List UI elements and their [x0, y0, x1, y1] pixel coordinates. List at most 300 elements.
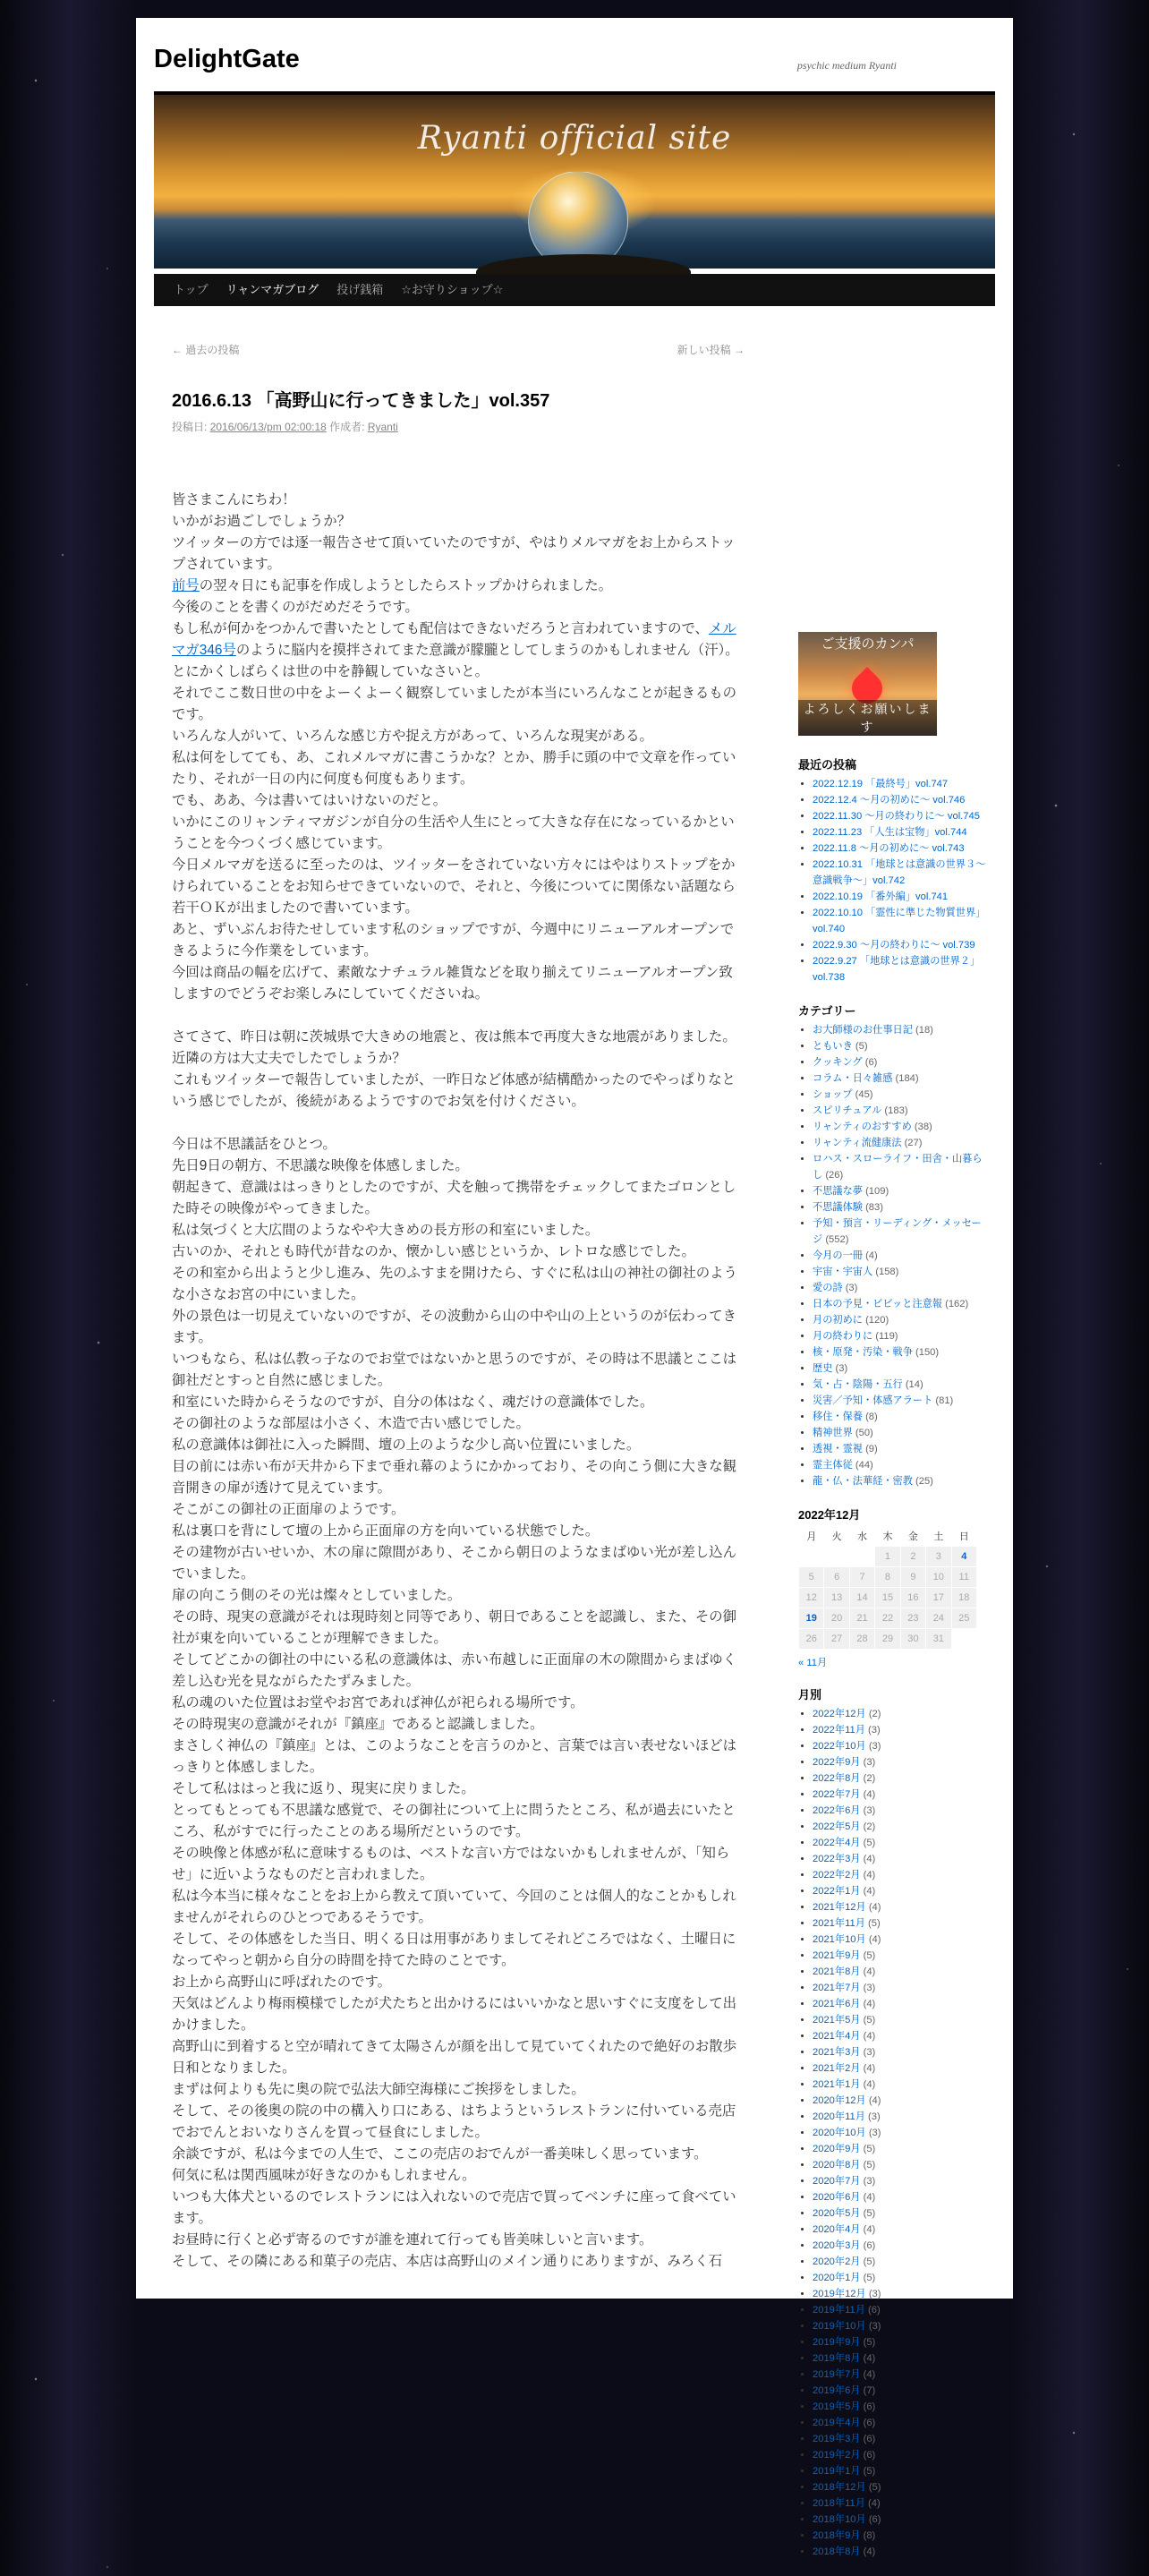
post-paragraph: [172, 618, 745, 661]
category-link[interactable]: ロハス・スローライフ・田舎・山暮らし: [813, 1154, 983, 1181]
archive-item: [813, 2350, 986, 2367]
calendar-day: 11: [951, 1567, 976, 1588]
calendar-day: 13: [824, 1588, 849, 1608]
post-content-column: [172, 342, 745, 2273]
inline-post-link[interactable]: 前号: [172, 578, 200, 593]
archive-item: [813, 2431, 986, 2447]
archive-link[interactable]: 2020年9月: [813, 2144, 861, 2154]
item-count: (5): [868, 1918, 881, 1929]
item-count: (162): [945, 1299, 969, 1309]
archive-item: [813, 1932, 986, 1948]
archive-link[interactable]: 2019年11月: [813, 2305, 865, 2316]
category-link[interactable]: 透視・霊視: [813, 1444, 863, 1454]
calendar-day: 2: [900, 1547, 925, 1567]
paragraph-spacer: [172, 1005, 745, 1027]
site-description: psychic medium Ryanti: [796, 59, 897, 72]
post-author-link[interactable]: Ryanti: [367, 421, 398, 433]
item-count: (4): [863, 1870, 876, 1881]
item-count: (3): [868, 2128, 881, 2138]
calendar-week-row: [799, 1567, 977, 1588]
item-count: (6): [868, 2305, 881, 2316]
item-count: (3): [868, 2289, 881, 2299]
item-count: (5): [855, 1041, 868, 1052]
post-paragraph: そして私ははっと我に返り、現実に戻りました。: [172, 1781, 475, 1796]
recent-post-link[interactable]: 2022.9.30 ～月の終わりに～ vol.739: [813, 940, 975, 951]
recent-post-link[interactable]: 2022.11.30 ～月の終わりに～ vol.745: [813, 811, 980, 822]
calendar-day: 31: [926, 1629, 951, 1650]
site-title[interactable]: DelightGate: [154, 45, 300, 73]
item-count: (4): [863, 2063, 876, 2074]
archive-link[interactable]: 2019年6月: [813, 2385, 861, 2396]
archive-link[interactable]: 2020年12月: [813, 2095, 866, 2106]
category-link[interactable]: 核・原発・汚染・戦争: [813, 1347, 913, 1358]
archive-link[interactable]: 2022年4月: [813, 1838, 861, 1848]
item-count: (552): [825, 1234, 849, 1245]
item-count: (184): [895, 1073, 919, 1084]
archive-item: [813, 1883, 986, 1899]
archive-link[interactable]: 2022年10月: [813, 1741, 866, 1752]
archive-item: [813, 2012, 986, 2028]
post-paragraph: その和室から出ようと少し進み、先のふすまを開けたら、すぐに私は山の神社の御社のような小さなお宮の中にいました。: [172, 1266, 737, 1302]
archive-link[interactable]: 2020年10月: [813, 2128, 866, 2138]
post-paragraph: これもツイッターで報告していましたが、一昨日など体感が結構酷かったのでやっぱりなという感じでしたが、後続があるようですのでお気を付けください。: [172, 1072, 736, 1109]
recent-post-link[interactable]: 2022.10.31 「地球とは意識の世界３～意識戦争～」vol.742: [813, 859, 986, 886]
archive-item: [813, 2173, 986, 2189]
archive-link[interactable]: 2022年1月: [813, 1886, 861, 1897]
archive-item: [813, 2318, 986, 2334]
category-link[interactable]: 不思議な夢: [813, 1186, 863, 1197]
archive-item: [813, 2367, 986, 2383]
archive-item: [813, 2254, 986, 2270]
item-count: (27): [904, 1138, 923, 1148]
category-item: [813, 1425, 986, 1441]
nav-item[interactable]: ☆お守りショップ☆: [401, 283, 504, 296]
calendar-day: 10: [926, 1567, 951, 1588]
archive-link[interactable]: 2018年10月: [813, 2514, 866, 2525]
archive-link[interactable]: 2020年8月: [813, 2160, 861, 2171]
calendar-empty-day: [951, 1629, 976, 1650]
paragraph-text: の翌々日にも記事を作成しようとしたらストップかけられました。: [199, 578, 613, 593]
recent-post-item: [813, 937, 986, 953]
item-count: (4): [863, 1999, 876, 2009]
recent-posts-list: [798, 776, 986, 985]
archive-link[interactable]: 2019年2月: [813, 2450, 861, 2461]
calendar-weekday: 土: [933, 1531, 944, 1542]
recent-post-link[interactable]: 2022.12.4 ～月の初めに～ vol.746: [813, 795, 966, 806]
category-link[interactable]: 今月の一冊: [813, 1250, 863, 1261]
post-paragraph: 和室にいた時からそうなのですが、自分の体はなく、魂だけの意識体でした。: [172, 1395, 654, 1410]
archive-link[interactable]: 2020年3月: [813, 2240, 861, 2251]
calendar-day[interactable]: 4: [951, 1547, 976, 1567]
next-post-link[interactable]: 新しい投稿 →: [677, 344, 745, 356]
item-count: (6): [863, 2450, 876, 2461]
category-item: [813, 1344, 986, 1361]
calendar-day: 8: [875, 1567, 900, 1588]
archive-link[interactable]: 2022年3月: [813, 1854, 861, 1864]
item-count: (3): [863, 1757, 876, 1768]
post-paragraph: ツイッターの方では逐一報告させて頂いていたのですが、やはりメルマガをお上からストップされています。: [172, 535, 736, 572]
item-count: (3): [835, 1363, 848, 1374]
category-item: [813, 1022, 986, 1038]
item-count: (4): [863, 2031, 876, 2042]
item-count: (158): [875, 1267, 899, 1277]
archive-link[interactable]: 2022年7月: [813, 1789, 861, 1800]
item-count: (3): [845, 1283, 858, 1293]
post-paragraph: いかにこのリャンティマガジンが自分の生活や人生にとって大きな存在になっているかということを今つくづく感じています。: [172, 815, 735, 851]
archive-link[interactable]: 2022年8月: [813, 1773, 861, 1784]
item-count: (6): [863, 2418, 876, 2428]
category-link[interactable]: 日本の予見・ビビッと注意報: [813, 1299, 942, 1309]
archive-item: [813, 1706, 986, 1722]
nav-item[interactable]: 投げ銭箱: [336, 283, 384, 296]
archive-item: [813, 1980, 986, 1996]
category-item: [813, 1264, 986, 1280]
donation-banner[interactable]: [798, 632, 937, 736]
archive-link[interactable]: 2022年2月: [813, 1870, 861, 1881]
archive-link[interactable]: 2021年2月: [813, 2063, 861, 2074]
calendar-weekday: 日: [958, 1531, 969, 1542]
calendar-day: 26: [799, 1629, 824, 1650]
paragraph-spacer: [172, 1113, 745, 1134]
archive-link[interactable]: 2019年8月: [813, 2353, 861, 2364]
recent-post-link[interactable]: 2022.11.23 「人生は宝物」vol.744: [813, 827, 967, 838]
item-count: (3): [863, 2047, 876, 2058]
calendar-week-row: [799, 1629, 977, 1650]
recent-post-link[interactable]: 2022.10.10 「霊性に準じた物質世界」vol.740: [813, 908, 986, 934]
post-date-link[interactable]: 2016/06/13/pm 02:00:18: [209, 421, 327, 433]
post-paragraph: そして、その後奥の院の中の構入り口にある、はちようというレストランに付いている売店でおでんとおいなりさんを買って昼食にしました。: [172, 2103, 736, 2140]
category-link[interactable]: 歴史: [813, 1363, 833, 1374]
archive-link[interactable]: 2021年12月: [813, 1902, 866, 1913]
archive-item: [813, 1803, 986, 1819]
archive-link[interactable]: 2021年3月: [813, 2047, 861, 2058]
category-item: [813, 1296, 986, 1312]
calendar-day: 6: [824, 1567, 849, 1588]
archive-link[interactable]: 2019年5月: [813, 2401, 861, 2412]
archives-title: 月別: [798, 1688, 822, 1702]
archive-item: [813, 2222, 986, 2238]
archive-link[interactable]: 2019年3月: [813, 2434, 861, 2444]
post-paragraph: 余談ですが、私は今までの人生で、ここの売店のおでんが一番美味しく思っています。: [172, 2146, 708, 2162]
calendar-empty-day: [799, 1547, 824, 1567]
recent-post-link[interactable]: 2022.9.27 「地球とは意識の世界２」 vol.738: [813, 956, 981, 983]
post-paragraph: 私は裏口を背にして壇の上から正面扉の方を向いている状態でした。: [172, 1523, 600, 1539]
calendar-day: 14: [849, 1588, 874, 1608]
category-link[interactable]: 霊主体従: [813, 1460, 853, 1471]
archive-item: [813, 2157, 986, 2173]
category-item: [813, 1135, 986, 1151]
site-header: [136, 18, 1013, 306]
category-item: [813, 1280, 986, 1296]
item-count: (109): [865, 1186, 889, 1197]
category-item: [813, 1103, 986, 1119]
archive-item: [813, 1770, 986, 1787]
item-count: (45): [855, 1089, 873, 1100]
category-item: [813, 1409, 986, 1425]
item-count: (7): [863, 2385, 876, 2396]
nav-item[interactable]: リャンマガブログ: [226, 283, 319, 296]
post-paragraph: その御社のような部屋は小さく、木造で古い感じでした。: [172, 1416, 530, 1431]
calendar-day: 27: [824, 1629, 849, 1650]
item-count: (4): [863, 2079, 876, 2090]
archive-link[interactable]: 2022年6月: [813, 1805, 861, 1816]
post-paragraph: 今日メルマガを送るに至ったのは、ツイッターをされていない方々にはやはりストップをかけられていることをお知らせできていないので、それと、今後についてに関係ない話題なら若干ＯＫが出ましたので書いています。: [172, 857, 736, 916]
category-item: [813, 1361, 986, 1377]
nav-menu: [154, 274, 995, 306]
archive-link[interactable]: 2019年4月: [813, 2418, 861, 2428]
post-meta: [172, 419, 745, 434]
item-count: (3): [863, 1805, 876, 1816]
item-count: (4): [863, 2192, 876, 2203]
calendar-day: 20: [824, 1608, 849, 1629]
archive-link[interactable]: 2018年8月: [813, 2546, 861, 2557]
archive-link[interactable]: 2020年4月: [813, 2224, 861, 2235]
category-link[interactable]: 愛の詩: [813, 1283, 843, 1293]
item-count: (5): [863, 2160, 876, 2171]
recent-post-link[interactable]: 2022.10.19 「番外編」vol.741: [813, 891, 949, 902]
item-count: (44): [855, 1460, 873, 1471]
archive-link[interactable]: 2020年11月: [813, 2111, 865, 2122]
archive-link[interactable]: 2021年5月: [813, 2015, 861, 2026]
item-count: (4): [863, 2546, 876, 2557]
calendar-day[interactable]: 19: [799, 1608, 824, 1629]
calendar-week-row: [799, 1588, 977, 1608]
item-count: (4): [863, 1966, 876, 1977]
calendar-day: 23: [900, 1608, 925, 1629]
category-item: [813, 1038, 986, 1054]
categories-list: [798, 1022, 986, 1489]
post-paragraph: お昼時に行くと必ず寄るのですが誰を連れて行っても皆美味しいと言います。: [172, 2232, 653, 2248]
item-count: (6): [863, 2401, 876, 2412]
archive-link[interactable]: 2020年6月: [813, 2192, 861, 2203]
post-paragraph: でも、ああ、今は書いてはいけないのだと。: [172, 793, 447, 808]
archive-item: [813, 2060, 986, 2077]
archive-item: [813, 2463, 986, 2479]
donation-banner-caption: よろしくお願いします: [798, 700, 937, 736]
archive-item: [813, 1787, 986, 1803]
post-body: [172, 490, 745, 2273]
item-count: (9): [865, 1444, 878, 1454]
archive-item: [813, 2334, 986, 2350]
post-paragraph: その時、現実の意識がそれは現時刻と同等であり、朝日であることを認識し、また、その御社が東を向いていることが理解できました。: [172, 1609, 737, 1646]
item-count: (38): [914, 1122, 932, 1132]
archive-link[interactable]: 2021年8月: [813, 1966, 861, 1977]
archive-link[interactable]: 2022年12月: [813, 1709, 866, 1719]
calendar-table: [798, 1526, 977, 1650]
categories-title: カテゴリー: [798, 1004, 856, 1018]
archive-item: [813, 2044, 986, 2060]
archive-link[interactable]: 2021年1月: [813, 2079, 861, 2090]
calendar-day: 25: [951, 1608, 976, 1629]
archive-link[interactable]: 2018年9月: [813, 2530, 861, 2541]
calendar-widget: [798, 1506, 986, 1669]
calendar-day: 28: [849, 1629, 874, 1650]
archive-link[interactable]: 2021年11月: [813, 1918, 865, 1929]
archive-link[interactable]: 2020年5月: [813, 2208, 861, 2219]
archive-link[interactable]: 2021年7月: [813, 1983, 861, 1993]
category-link[interactable]: 気・占・陰陽・五行: [813, 1379, 903, 1390]
archive-item: [813, 1964, 986, 1980]
post-paragraph: 私の意識体は御社に入った瞬間、壇の上のような少し高い位置にいました。: [172, 1437, 641, 1453]
calendar-prev-link[interactable]: « 11月: [798, 1658, 828, 1668]
category-link[interactable]: コラム・日々雑感: [813, 1073, 893, 1084]
post-paragraph: お上から高野山に呼ばれたのです。: [172, 1975, 392, 1990]
category-link[interactable]: ショップ: [813, 1089, 853, 1100]
archive-link[interactable]: 2020年1月: [813, 2273, 861, 2283]
post-navigation: [172, 342, 745, 357]
item-count: (2): [868, 1709, 881, 1719]
archive-item: [813, 1738, 986, 1754]
item-count: (81): [935, 1395, 954, 1406]
archive-link[interactable]: 2019年9月: [813, 2337, 861, 2348]
post-paragraph: そしてどこかの御社の中にいる私の意識体は、赤い布越しに正面扉の木の隙間からまばゆく差し込む光を見ながらたたずみました。: [172, 1652, 737, 1689]
archive-item: [813, 2028, 986, 2044]
category-link[interactable]: 災害／予知・体感アラート: [813, 1395, 933, 1406]
post-paragraph: いかがお過ごしでしょうか？: [172, 514, 352, 529]
item-count: (5): [863, 2337, 876, 2348]
recent-posts-widget: [798, 755, 986, 985]
header-logo-text: Ryanti official site: [417, 120, 732, 157]
paragraph-text: もし私が何かをつかんで書いたとしても配信はできないだろうと言われていますので、: [172, 621, 709, 636]
category-link[interactable]: お大師様のお仕事日記: [813, 1025, 913, 1036]
post-paragraph: 天気はどんより梅雨模様でしたが犬たちと出かけるにはいいかなと思いすぐに支度をして出かけました。: [172, 1996, 737, 2033]
post-paragraph: 私は何をしてても、あ、これメルマガに書こうかな？とか、勝手に頭の中で文章を作っていたり、それが一日の内に何度も何度もあります。: [172, 750, 736, 787]
archives-widget: [798, 1685, 986, 2560]
archive-item: [813, 1819, 986, 1835]
prev-post-link[interactable]: ← 過去の投稿: [172, 344, 240, 356]
archive-item: [813, 1835, 986, 1851]
archive-item: [813, 1996, 986, 2012]
archive-item: [813, 2528, 986, 2544]
category-item: [813, 1119, 986, 1135]
post-paragraph: 近隣の方は大丈夫でしたでしょうか？: [172, 1051, 406, 1066]
category-item: [813, 1215, 986, 1248]
post-paragraph: そして、その隣にある和菓子の売店、本店は高野山のメイン通りにありますが、みろく石: [172, 2254, 723, 2269]
recent-post-item: [813, 905, 986, 937]
item-count: (4): [863, 1789, 876, 1800]
category-link[interactable]: スピリチュアル: [813, 1105, 882, 1116]
archive-link[interactable]: 2019年7月: [813, 2369, 861, 2380]
item-count: (4): [863, 1886, 876, 1897]
post-paragraph: まさしく神仏の『鎮座』とは、このようなことを言うのかと、言葉では言い表せないほどはっきりと体感しました。: [172, 1738, 737, 1775]
item-count: (150): [915, 1347, 940, 1358]
calendar-day: 22: [875, 1608, 900, 1629]
inline-post-link[interactable]: メルマガ346号: [172, 621, 736, 658]
category-item: [813, 1199, 986, 1215]
recent-post-item: [813, 889, 986, 905]
archive-link[interactable]: 2022年9月: [813, 1757, 861, 1768]
nav-item[interactable]: トップ: [174, 283, 209, 296]
item-count: (3): [868, 1725, 881, 1736]
recent-post-item: [813, 857, 986, 889]
post-paragraph: 私は気づくと大広間のようなやや大きめの長方形の和室にいました。: [172, 1223, 600, 1238]
archive-link[interactable]: 2019年12月: [813, 2289, 866, 2299]
category-link[interactable]: 移住・保養: [813, 1412, 863, 1422]
archive-link[interactable]: 2020年2月: [813, 2256, 861, 2267]
calendar-week-row: [799, 1608, 977, 1629]
category-link[interactable]: 不思議体験: [813, 1202, 863, 1213]
archive-link[interactable]: 2019年1月: [813, 2466, 861, 2477]
item-count: (6): [864, 1057, 878, 1068]
calendar-caption: 2022年12月: [798, 1508, 861, 1522]
category-link[interactable]: 予知・預言・リーディング・メッセージ: [813, 1218, 982, 1245]
post-paragraph: あと、ずいぶんお待たせしています私のショップですが、今週中にリニューアルオープンできるように今作業をしています。: [172, 922, 735, 959]
item-count: (4): [863, 2369, 876, 2380]
category-item: [813, 1393, 986, 1409]
archive-item: [813, 2141, 986, 2157]
item-count: (5): [863, 2273, 876, 2283]
calendar-day: 15: [875, 1588, 900, 1608]
item-count: (6): [868, 2514, 881, 2525]
item-count: (4): [863, 1854, 876, 1864]
category-link[interactable]: 宇宙・宇宙人: [813, 1267, 873, 1277]
archive-link[interactable]: 2022年5月: [813, 1821, 861, 1832]
calendar-day: 1: [875, 1547, 900, 1567]
archive-item: [813, 2479, 986, 2495]
archive-link[interactable]: 2021年4月: [813, 2031, 861, 2042]
archive-link[interactable]: 2020年7月: [813, 2176, 861, 2187]
archive-link[interactable]: 2022年11月: [813, 1725, 865, 1736]
archive-link[interactable]: 2021年6月: [813, 1999, 861, 2009]
archive-link[interactable]: 2018年11月: [813, 2498, 865, 2509]
item-count: (6): [863, 2240, 876, 2251]
post-paragraph: 外の景色は一切見えていないのですが、その波動から山の中や山の上というのが伝わってきます。: [172, 1309, 736, 1345]
recent-post-link[interactable]: 2022.11.8 ～月の初めに～ vol.743: [813, 843, 965, 854]
calendar-day: 21: [849, 1608, 874, 1629]
post-paragraph: 私は今本当に様々なことをお上から教えて頂いていて、今回のことは個人的なことかもしれませんがそれらのひとつであるそうです。: [172, 1889, 736, 1925]
archive-item: [813, 2270, 986, 2286]
archive-item: [813, 2205, 986, 2222]
item-count: (3): [868, 2111, 881, 2122]
archive-link[interactable]: 2018年12月: [813, 2482, 866, 2493]
item-count: (25): [915, 1476, 933, 1487]
item-count: (18): [915, 1025, 933, 1036]
header-banner-image[interactable]: [154, 91, 995, 269]
item-count: (26): [825, 1170, 844, 1181]
category-item: [813, 1312, 986, 1328]
category-link[interactable]: 精神世界: [813, 1428, 853, 1438]
category-link[interactable]: 龍・仏・法華経・密教: [813, 1476, 913, 1487]
post-paragraph: 今後のことを書くのがだめだそうです。: [172, 600, 419, 615]
category-link[interactable]: 月の終わりに: [813, 1331, 873, 1342]
item-count: (4): [868, 1934, 881, 1945]
archive-item: [813, 2125, 986, 2141]
archive-link[interactable]: 2021年9月: [813, 1950, 861, 1961]
item-count: (183): [884, 1105, 908, 1116]
post-paragraph: その映像と体感が私に意味するものは、ベストな言い方ではないかもしれませんが、「知らせ」に近いようなものだと言われました。: [172, 1846, 730, 1882]
category-link[interactable]: ともいき: [813, 1041, 853, 1052]
calendar-day: 12: [799, 1588, 824, 1608]
category-link[interactable]: クッキング: [813, 1057, 863, 1068]
calendar-day: 5: [799, 1567, 824, 1588]
post-paragraph: 目の前には赤い布が天井から下まで垂れ幕のようにかかっており、その向こう側に大きな観音開きの扉が透けて見えています。: [172, 1459, 737, 1496]
post-paragraph: 今回は商品の幅を広げて、素敵なナチュラル雑貨などを取り揃えてリニューアルオープン致しますのでどうぞお楽しみにしていてくださいね。: [172, 965, 733, 1002]
category-item: [813, 1087, 986, 1103]
category-item: [813, 1070, 986, 1087]
category-link[interactable]: リャンティ流健康法: [813, 1138, 902, 1148]
item-count: (4): [863, 2353, 876, 2364]
item-count: (3): [863, 2176, 876, 2187]
recent-post-item: [813, 953, 986, 985]
archive-link[interactable]: 2019年10月: [813, 2321, 866, 2332]
recent-post-item: [813, 808, 986, 824]
recent-post-link[interactable]: 2022.12.19 「最終号」vol.747: [813, 779, 949, 789]
item-count: (5): [863, 2015, 876, 2026]
category-link[interactable]: 月の初めに: [813, 1315, 863, 1326]
item-count: (4): [865, 1250, 878, 1261]
category-link[interactable]: リャンティのおすすめ: [813, 1122, 912, 1132]
archive-link[interactable]: 2021年10月: [813, 1934, 866, 1945]
